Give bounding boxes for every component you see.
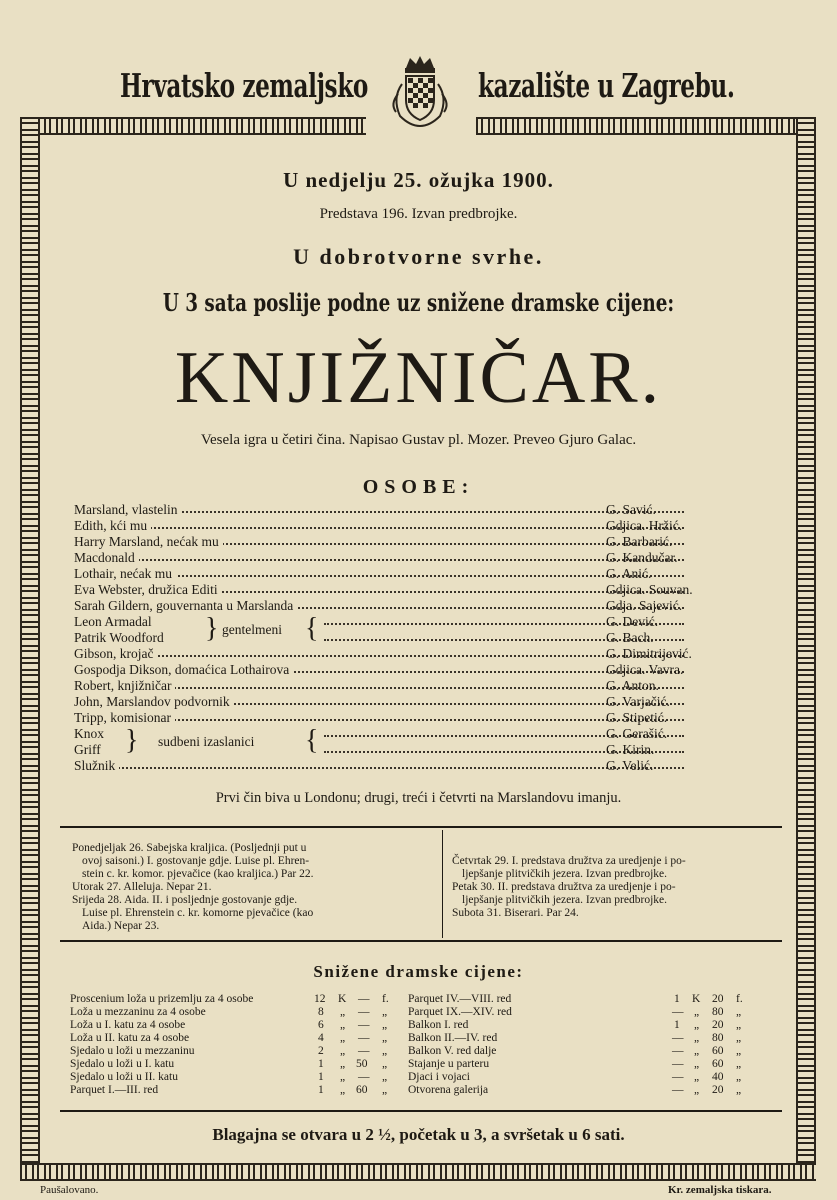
schedule-line: Luise pl. Ehrenstein c. kr. komorne pjevačice (kao (82, 907, 314, 919)
schedule-line: Subota 31. Biserari. Par 24. (452, 907, 579, 919)
schedule-line: ljepšanje plitvičkih jezera. Izvan predbrojke. (462, 894, 667, 906)
cast-row: Knox G. Gerašić. (74, 726, 714, 742)
schedule-line: stein c. kr. komor. pjevačice (kao kraljica.) Par 22. (82, 868, 314, 880)
cast-heading: OSOBE: (362, 476, 475, 498)
footer-rule (60, 1110, 782, 1112)
play-subtitle: Vesela igra u četiri čina. Napisao Gustav pl. Mozer. Preveo Gjuro Galac. (200, 432, 637, 448)
schedule-left (72, 842, 314, 933)
schedule-top-rule (60, 826, 782, 828)
cast-row: John, Marslandov podvornik G. Varjačić. (74, 694, 714, 710)
printer-note: Kr. zemaljska tiskara. (668, 1184, 772, 1196)
frame-top-left (20, 117, 366, 135)
schedule-right (452, 855, 686, 920)
cast-row: Edith, kći mu Gdjica. Hržić. (74, 518, 683, 533)
schedule-line: Ponedjeljak 26. Sabejska kraljica. (Posljednji put u (72, 842, 307, 854)
coat-of-arms-icon (388, 54, 452, 130)
cast-row: Tripp, komisionar G. Stipetić. (74, 710, 714, 726)
cast-row: Gibson, krojač G. Dimitrijević. (74, 646, 692, 661)
frame-right (796, 117, 816, 1180)
cast-row: Leon Armadal G. Dević. (74, 614, 714, 630)
cast-row: Služnik G. Velić. (74, 758, 714, 774)
cast-row: Marsland, vlastelin G. Savić. (74, 502, 714, 518)
cast-row: Sarah Gildern, gouvernanta u Marslanda Gdja. Sajević. (74, 598, 683, 613)
performance-number: Predstava 196. Izvan predbrojke. (319, 206, 518, 222)
cast-row: Lothair, nećak mu G. Anić. (74, 566, 714, 582)
group-izaslanici: sudbeni izaslanici (158, 734, 255, 749)
schedule-line: Petak 30. II. predstava družtva za uredjenje i po- (452, 881, 676, 893)
frame-bottom (20, 1163, 816, 1181)
cast-row: Patrik Woodford G. Bach. (74, 630, 714, 646)
bracket-gentelmeni-right: { (305, 613, 319, 644)
schedule-bottom-rule (60, 940, 782, 942)
play-title: KNJIŽNIČAR. (174, 337, 663, 419)
cast-row: Robert, knjižničar G. Anton. (74, 678, 714, 694)
header-left: Hrvatsko zemaljsko (120, 66, 368, 105)
schedule-line: Aida.) Nepar 23. (82, 920, 160, 932)
setting-note: Prvi čin biva u Londonu; drugi, treći i četvrti na Marslandovu imanju. (215, 790, 622, 806)
frame-left (20, 117, 40, 1180)
bottom-left-note: Paušalovano. (40, 1184, 99, 1196)
cast-row: Harry Marsland, nećak mu G. Barbarić. (74, 534, 714, 550)
cast-row: Macdonald G. Kandučar. (74, 550, 714, 566)
schedule-line: Srijeda 28. Aida. II. i posljednje gostovanje gdje. (72, 894, 298, 906)
group-gentelmeni: gentelmeni (222, 622, 282, 637)
schedule-divider (442, 830, 443, 938)
schedule-line: Utorak 27. Alleluja. Nepar 21. (72, 881, 212, 893)
bracket-gentelmeni: } (205, 613, 219, 644)
bracket-izaslanici: } (125, 725, 139, 756)
schedule-line: ovoj saisoni.) I. gostovanje gdje. Luise pl. Ehren- (82, 855, 310, 867)
frame-top-right (476, 117, 816, 135)
box-office-note: Blagajna se otvara u 2 ½, početak u 3, a svršetak u 6 sati. (212, 1125, 625, 1144)
charity-note: U dobrotvorne svrhe. (293, 244, 544, 269)
prices-heading: Snižene dramske cijene: (313, 962, 524, 981)
schedule-line: ljepšanje plitvičkih jezera. Izvan predbrojke. (462, 868, 667, 880)
cast-row: Eva Webster, družica Editi Gdjica. Souvan. (74, 582, 693, 597)
header-right: kazalište u Zagrebu. (478, 66, 735, 105)
cast-row: Gospodja Dikson, domaćica Lothairova Gdjica. Vavra. (74, 662, 684, 677)
performance-date: U nedjelju 25. ožujka 1900. (283, 168, 554, 192)
time-note: U 3 sata poslije podne uz snižene dramske cijene: (162, 288, 675, 317)
cast-row: Griff G. Kirin. (74, 742, 714, 758)
schedule-line: Četvrtak 29. I. predstava družtva za uredjenje i po- (452, 855, 686, 867)
bracket-izaslanici-right: { (305, 725, 319, 756)
